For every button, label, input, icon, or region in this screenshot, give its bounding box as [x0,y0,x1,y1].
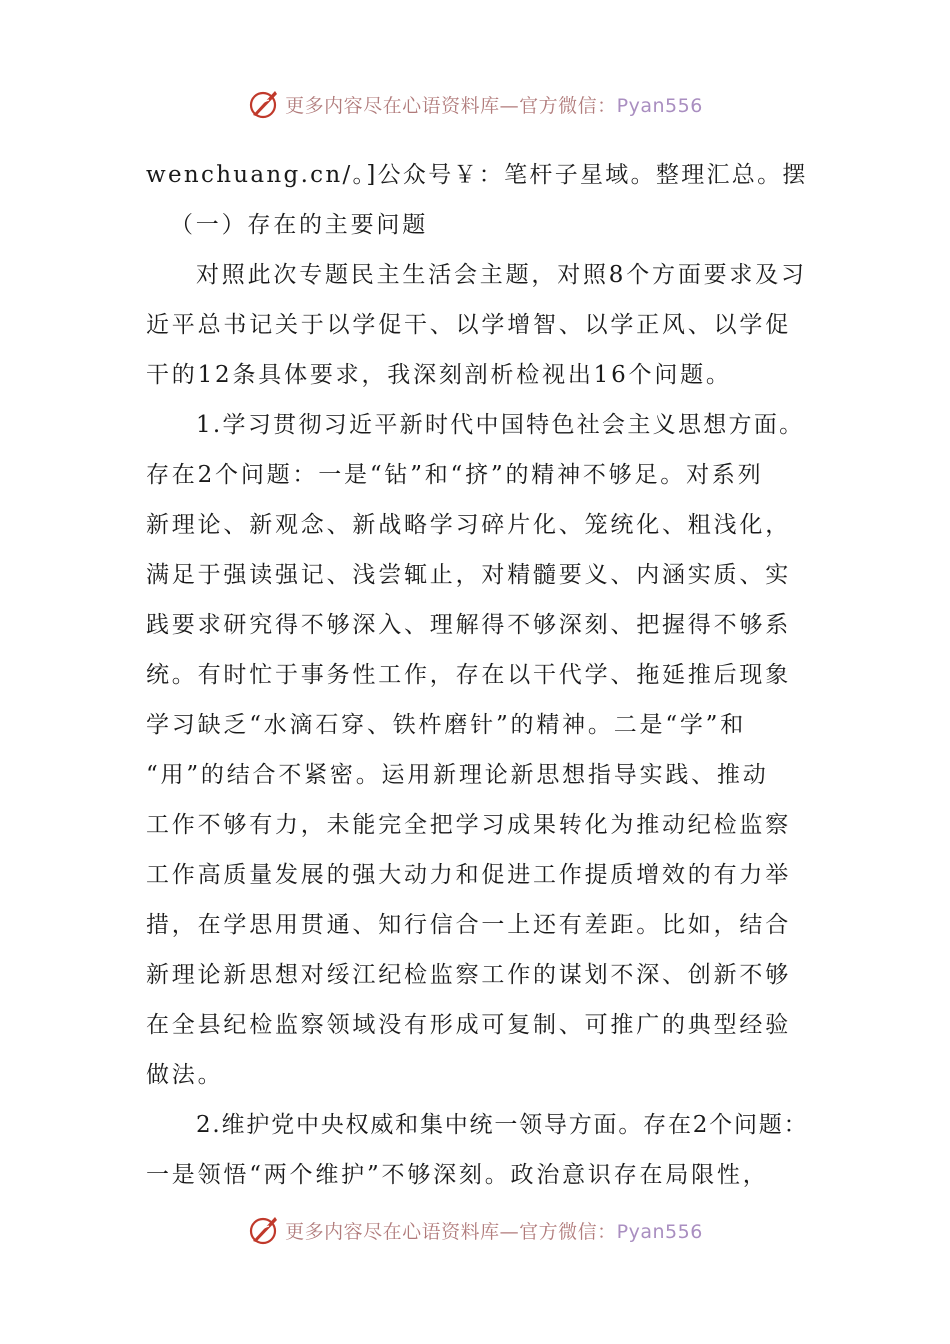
body-line-1: wenchuang.cn/。]公众号￥：笔杆子星域。整理汇总。摆 [146,162,808,188]
footer-watermark-text [285,1217,703,1244]
subsection-heading-2: 2.维护党中央权威和集中统一领导方面。存在2个问题： [196,1112,809,1138]
body-line-19: 做法。 [146,1062,224,1088]
body-line-9: 满足于强读强记、浅尝辄止，对精髓要义、内涵实质、实 [146,562,791,588]
footer-watermark-cn: 更多内容尽在心语资料库—官方微信： [285,1220,617,1243]
footer-watermark-banner [0,1208,950,1252]
quill-logo-icon [247,1213,281,1247]
subsection-heading-1: 1.学习贯彻习近平新时代中国特色社会主义思想方面。 [196,412,805,438]
body-line-17: 新理论新思想对绥江纪检监察工作的谋划不深、创新不够 [146,962,791,988]
body-line-7: 存在2个问题：一是“钻”和“挤”的精神不够足。对系列 [146,462,764,488]
body-line-21: 一是领悟“两个维护”不够深刻。政治意识存在局限性， [146,1162,769,1188]
header-watermark-banner [0,82,950,126]
body-line-11: 统。有时忙于事务性工作，存在以干代学、拖延推后现象 [146,662,791,688]
body-line-10: 践要求研究得不够深入、理解得不够深刻、把握得不够系 [146,612,791,638]
body-line-13: “用”的结合不紧密。运用新理论新思想指导实践、推动 [146,762,769,788]
header-watermark-cn: 更多内容尽在心语资料库—官方微信： [285,94,617,117]
section-heading: （一）存在的主要问题 [170,212,428,238]
body-line-16: 措，在学思用贯通、知行信合一上还有差距。比如，结合 [146,912,791,938]
body-line-5: 干的12条具体要求，我深刻剖析检视出16个问题。 [146,362,732,388]
body-line-3: 对照此次专题民主生活会主题，对照8个方面要求及习 [196,262,807,288]
body-line-18: 在全县纪检监察领域没有形成可复制、可推广的典型经验 [146,1012,791,1038]
body-line-8: 新理论、新观念、新战略学习碎片化、笼统化、粗浅化， [146,512,791,538]
header-watermark-text [285,91,703,118]
quill-logo-icon [247,87,281,121]
document-body [146,150,808,1200]
body-line-14: 工作不够有力，未能完全把学习成果转化为推动纪检监察 [146,812,791,838]
body-line-4: 近平总书记关于以学促干、以学增智、以学正风、以学促 [146,312,791,338]
body-line-15: 工作高质量发展的强大动力和促进工作提质增效的有力举 [146,862,791,888]
body-line-12: 学习缺乏“水滴石穿、铁杵磨针”的精神。二是“学”和 [146,712,747,738]
header-watermark-wechat-id: Pyan556 [616,94,703,117]
footer-watermark-wechat-id: Pyan556 [616,1220,703,1243]
